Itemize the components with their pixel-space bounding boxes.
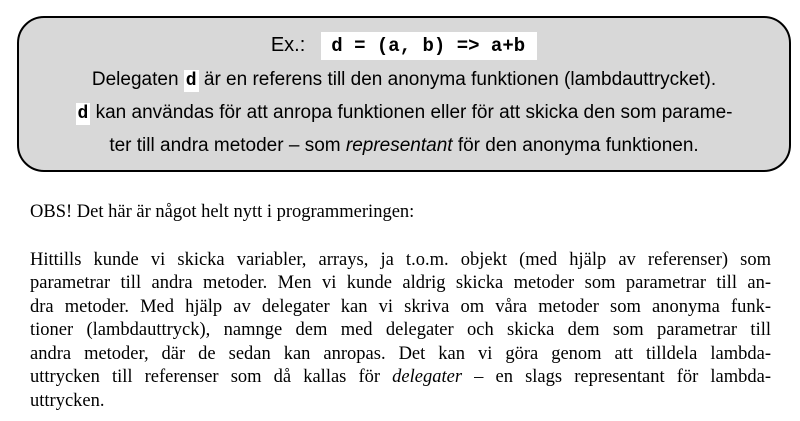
text-line — [29, 64, 779, 97]
italic-text-segment: representant — [345, 134, 453, 156]
text-segment: för den anonyma funktionen. — [452, 134, 699, 156]
text-segment: Hittills kunde vi skicka variabler, arrays, ja t.o.m. objekt (med hjälp av referenser) som — [30, 249, 771, 270]
inline-code-highlight: d — [185, 70, 197, 91]
text-segment: andra metoder, där de sedan kan anropas. Det kan vi göra genom att tilldela lambda- — [30, 343, 771, 364]
text-segment: – en slags representant för lambda- — [462, 367, 772, 388]
text-segment: uttrycken till referenser som då kallas för — [30, 367, 393, 388]
text-segment: tioner (lambdauttryck), namnge dem med delegater och skicka dem som parametrar till — [30, 320, 771, 341]
code-snippet: d = (a, b) => a+b — [321, 32, 537, 60]
text-segment: är en referens till den anonyma funktionen (lambdauttrycket). — [198, 68, 717, 90]
text-segment: Delegaten — [91, 68, 184, 90]
text-line — [30, 390, 771, 414]
text-segment: parametrar till andra metoder. Men vi kunde aldrig skicka metoder som parametrar till an- — [30, 273, 771, 294]
text-segment: dra metoder. Med hjälp av delegater kan vi skriva om våra metoder som anonyma funk- — [30, 296, 771, 317]
body-text — [30, 201, 771, 414]
main-paragraph — [30, 249, 771, 414]
italic-text-segment: delegater — [392, 367, 463, 388]
text-segment: uttrycken. — [30, 391, 105, 412]
text-line — [29, 27, 779, 64]
text-line — [29, 97, 779, 130]
text-segment: kan användas för att anropa funktionen eller för att skicka den som parame- — [90, 101, 733, 123]
example-callout-box — [17, 16, 791, 172]
example-label: Ex.: — [270, 33, 306, 56]
text-segment: ter till andra metoder – som — [109, 134, 346, 156]
text-line — [30, 296, 771, 320]
obs-intro-line: OBS! Det här är något helt nytt i programmeringen: — [30, 202, 415, 222]
text-line — [30, 343, 771, 367]
inline-code-highlight: d — [77, 103, 89, 124]
text-line — [30, 272, 771, 296]
text-line — [30, 319, 771, 343]
text-line — [30, 249, 771, 273]
text-line — [29, 130, 779, 162]
text-line — [30, 366, 771, 390]
